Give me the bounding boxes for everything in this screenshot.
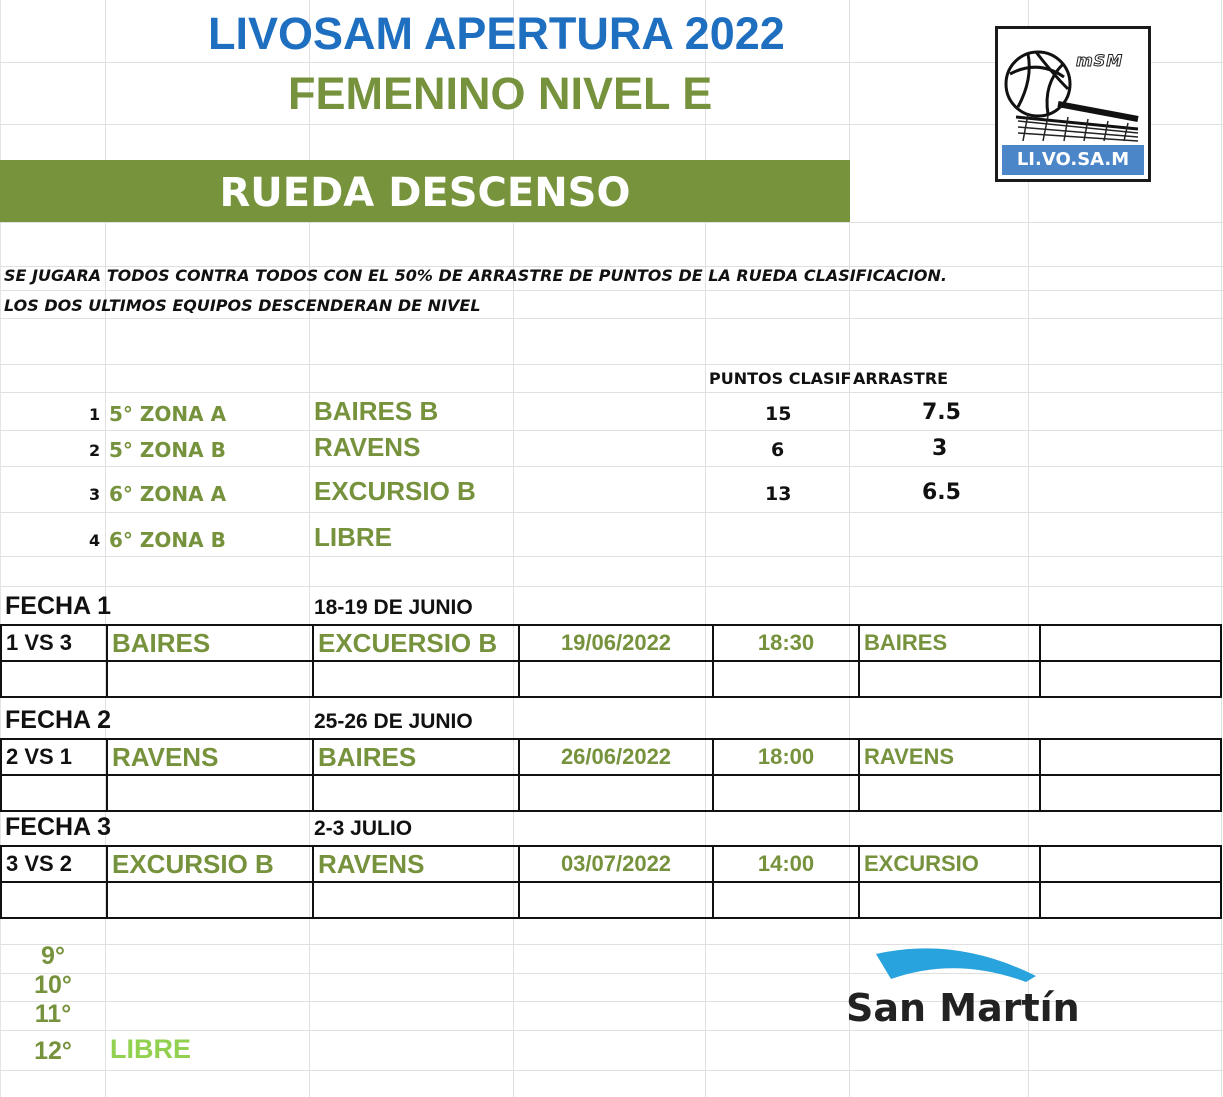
team-zone: 6° ZONA B (109, 528, 226, 552)
match-venue: BAIRES (859, 625, 1040, 661)
empty-cell (1040, 775, 1221, 811)
grid-row (0, 392, 1223, 393)
match-home: RAVENS (107, 739, 313, 775)
match-extra (1040, 625, 1221, 661)
team-name: EXCURSIO B (314, 476, 476, 506)
empty-cell (107, 882, 313, 918)
fecha-label: FECHA 2 (5, 706, 112, 734)
empty-cell (713, 775, 859, 811)
match-time: 18:30 (713, 625, 859, 661)
table-row (1, 739, 1221, 775)
empty-cell (1040, 661, 1221, 697)
team-name: BAIRES B (314, 396, 439, 426)
team-arrastre: 3 (932, 436, 948, 461)
empty-cell (713, 882, 859, 918)
position-label: 10° (34, 971, 72, 999)
empty-cell (107, 661, 313, 697)
match-table (0, 624, 1222, 698)
team-zone: 6° ZONA A (109, 482, 227, 506)
table-row (1, 882, 1221, 918)
team-name: RAVENS (314, 432, 421, 462)
fecha-dates: 2-3 JULIO (314, 817, 413, 840)
san-martin-logo (846, 944, 1080, 1034)
empty-cell (713, 661, 859, 697)
match-home: EXCURSIO B (107, 846, 313, 882)
fecha-label: FECHA 1 (5, 592, 112, 620)
team-number: 4 (89, 531, 101, 550)
match-date: 03/07/2022 (519, 846, 713, 882)
match-away: BAIRES (313, 739, 519, 775)
match-date: 26/06/2022 (519, 739, 713, 775)
match-time: 14:00 (713, 846, 859, 882)
rules-note: SE JUGARA TODOS CONTRA TODOS CON EL 50% DE ARRASTRE DE PUNTOS DE LA RUEDA CLASIFICACION. (4, 266, 947, 285)
team-number: 2 (89, 441, 101, 460)
match-venue: EXCURSIO (859, 846, 1040, 882)
empty-cell (1, 775, 107, 811)
san-martin-arc-icon (846, 944, 1076, 989)
table-row (1, 775, 1221, 811)
grid-row (0, 1070, 1223, 1071)
match-vs: 2 VS 1 (1, 739, 107, 775)
empty-cell (859, 882, 1040, 918)
match-venue: RAVENS (859, 739, 1040, 775)
team-number: 3 (89, 485, 101, 504)
match-vs: 3 VS 2 (1, 846, 107, 882)
grid-row (0, 318, 1223, 319)
match-extra (1040, 739, 1221, 775)
grid-row (0, 556, 1223, 557)
empty-cell (859, 775, 1040, 811)
team-zone: 5° ZONA A (109, 402, 227, 426)
empty-cell (519, 775, 713, 811)
match-table (0, 845, 1222, 919)
team-puntos: 15 (765, 403, 792, 425)
fecha-label: FECHA 3 (5, 813, 112, 841)
page-title: LIVOSAM APERTURA 2022 (208, 8, 785, 59)
empty-cell (1, 882, 107, 918)
livosam-logo (995, 26, 1151, 182)
empty-cell (1040, 882, 1221, 918)
fecha-dates: 18-19 DE JUNIO (314, 596, 473, 619)
team-puntos: 13 (765, 483, 792, 505)
grid-row (0, 512, 1223, 513)
match-vs: 1 VS 3 (1, 625, 107, 661)
empty-cell (107, 775, 313, 811)
table-row (1, 661, 1221, 697)
match-home: BAIRES (107, 625, 313, 661)
match-date: 19/06/2022 (519, 625, 713, 661)
grid-row (0, 290, 1223, 291)
empty-cell (313, 882, 519, 918)
logo-label: LI.VO.SA.M (1002, 145, 1144, 175)
grid-row (0, 466, 1223, 467)
empty-cell (519, 882, 713, 918)
grid-row (0, 222, 1223, 223)
position-label: 12° (34, 1037, 72, 1065)
team-number: 1 (89, 405, 101, 424)
section-banner-title: RUEDA DESCENSO (219, 170, 631, 216)
sponsor-name: San Martín (846, 986, 1080, 1030)
match-time: 18:00 (713, 739, 859, 775)
empty-cell (859, 661, 1040, 697)
team-zone: 5° ZONA B (109, 438, 226, 462)
fecha-dates: 25-26 DE JUNIO (314, 710, 473, 733)
empty-cell (519, 661, 713, 697)
team-arrastre: 6.5 (922, 480, 961, 505)
position-label: 9° (41, 942, 65, 970)
page-subtitle: FEMENINO NIVEL E (288, 68, 713, 119)
match-extra (1040, 846, 1221, 882)
grid-row (0, 430, 1223, 431)
volleyball-net-icon (998, 29, 1148, 147)
position-label: 11° (34, 1000, 72, 1028)
grid-row (0, 364, 1223, 365)
team-arrastre: 7.5 (922, 400, 961, 425)
team-puntos: 6 (771, 439, 785, 461)
table-row (1, 625, 1221, 661)
col-header-arrastre: ARRASTRE (853, 369, 949, 388)
match-away: EXCUERSIO B (313, 625, 519, 661)
team-name: LIBRE (314, 522, 392, 552)
col-header-puntos: PUNTOS CLASIF (709, 369, 852, 388)
logo-monogram: mSM (1076, 51, 1124, 70)
empty-cell (1, 661, 107, 697)
position-team: LIBRE (110, 1034, 191, 1064)
grid-row (0, 586, 1223, 587)
empty-cell (313, 661, 519, 697)
table-row (1, 846, 1221, 882)
match-away: RAVENS (313, 846, 519, 882)
rules-note: LOS DOS ULTIMOS EQUIPOS DESCENDERAN DE NIVEL (4, 296, 481, 315)
grid-col (1221, 0, 1222, 1097)
match-table (0, 738, 1222, 812)
empty-cell (313, 775, 519, 811)
